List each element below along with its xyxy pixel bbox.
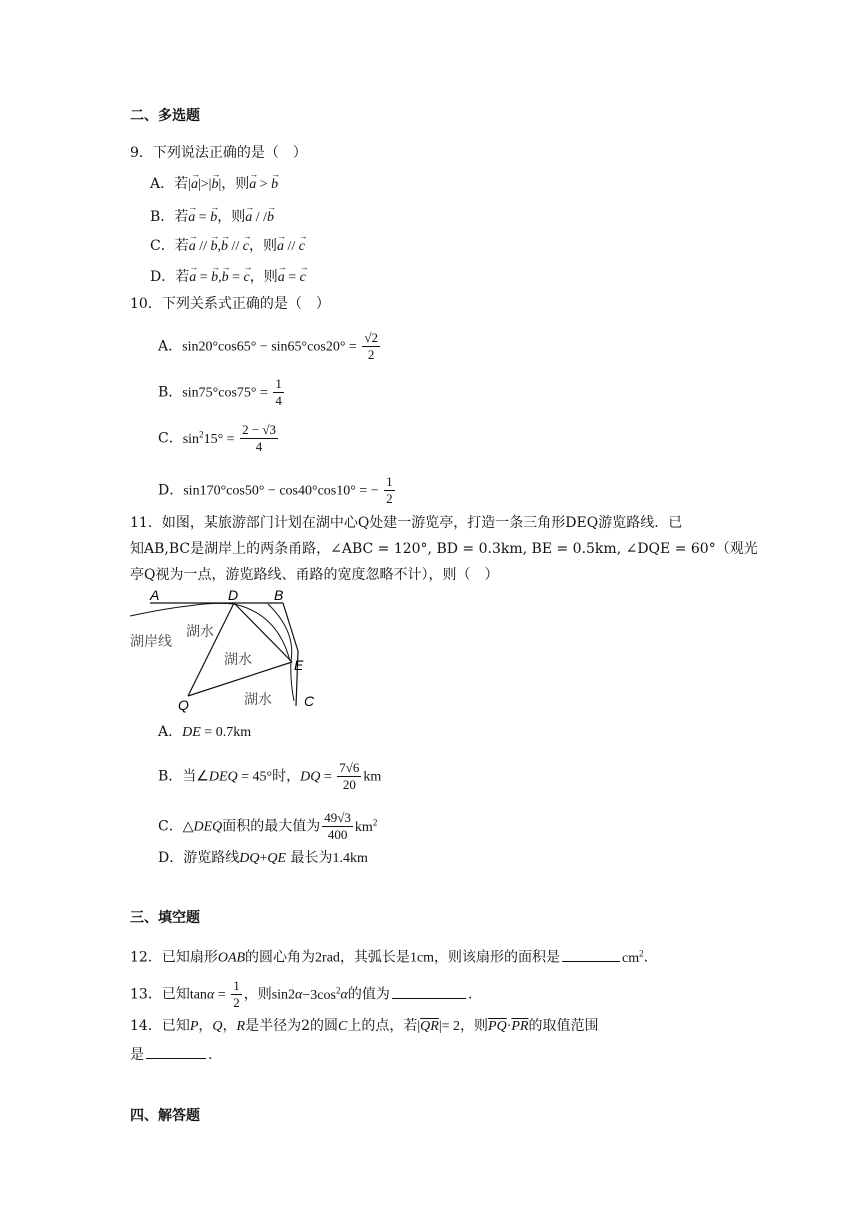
figure-label-c: C [304, 693, 315, 709]
figure-label-water-2: 湖水 [224, 651, 252, 667]
question-10-option-a: A．sin20°cos65° − sin65°cos20° = $\frac{√2}{2}$ [158, 330, 378, 362]
question-9-option-d: D．若→ a = → b,→ b = → c，则→ a = → c [150, 267, 306, 288]
question-9-stem: 9．下列说法正确的是（ ） [130, 145, 307, 161]
figure-label-b: B [274, 587, 284, 603]
question-11-option-a: A．DE = 0.7km [158, 724, 252, 740]
lake-route-figure [128, 586, 328, 714]
question-11-option-d: D．游览路线DQ+QE 最长为1.4km [158, 850, 368, 866]
question-11-option-c: C．△DEQ面积的最大值为 $\frac{49√3}{400}$ $km^2$ [158, 810, 378, 842]
figure-label-q: Q [178, 697, 189, 713]
question-10-option-b: B．sin75°cos75° = $\frac{1}{4}$ [158, 376, 282, 408]
question-14-line-1: 14．已知P，Q，R是半径为2的圆C上的点，若$|\overline{QR}|= 2$，则$\overline{PQ}\cdot\overline{PR}$的取值范围 [130, 1018, 599, 1034]
question-11-line-1: 11．如图，某旅游部门计划在湖中心Q处建一游览亭，打造一条三角形DEQ游览路线．已 [130, 515, 683, 531]
question-11-option-b: B．当∠DEQ = 45°时，DQ = $\frac{7√6}{20}$ km [158, 760, 382, 792]
question-10-stem: 10．下列关系式正确的是（ ） [130, 296, 330, 312]
figure-label-shore: 湖岸线 [130, 633, 172, 649]
question-9-option-b: B．若→ a = → b，则→ a / /→ b [150, 207, 274, 228]
figure-label-e: E [294, 657, 304, 673]
question-10-option-d: D．sin170°cos50° − cos40°cos10° = − $\frac{1}{2}$ [158, 474, 393, 506]
figure-label-d: D [228, 587, 239, 603]
section-heading-multi-choice: 二、多选题 [130, 108, 200, 124]
question-9-option-a: A．若|→ a|>|→ b|，则→ a > → b [150, 174, 278, 195]
question-14-line-2: 是 . [130, 1044, 212, 1065]
question-12: 12．已知扇形OAB的圆心角为2rad，其弧长是1cm，则该扇形的面积是 $cm^2$. [130, 948, 649, 966]
question-9-option-c: C．若→ a // → b,→ b // → c，则→ a // → c [150, 236, 305, 257]
section-heading-answer: 四、解答题 [130, 1108, 200, 1124]
question-11-line-3: 亭Q视为一点，游览路线、甬路的宽度忽略不计），则（ ） [130, 567, 499, 583]
question-10-option-c: C．$\sin^215^\circ$ = $\frac{2 - √3}{4}$ [158, 422, 277, 454]
figure-label-a: A [150, 587, 160, 603]
question-13: 13．已知tanα = $\frac{1}{2}$ ，则$\sin 2\alpha-3\cos^2\alpha$的值为 . [130, 978, 473, 1010]
figure-label-water-3: 湖水 [244, 691, 272, 707]
figure-label-water-1: 湖水 [186, 623, 214, 639]
question-11-line-2: 知AB,BC是湖岸上的两条甬路，∠ABC = 120°, BD = 0.3km, BE = 0.5km, ∠DQE = 60°（观光 [130, 541, 758, 557]
section-heading-fill-blank: 三、填空题 [130, 910, 200, 926]
